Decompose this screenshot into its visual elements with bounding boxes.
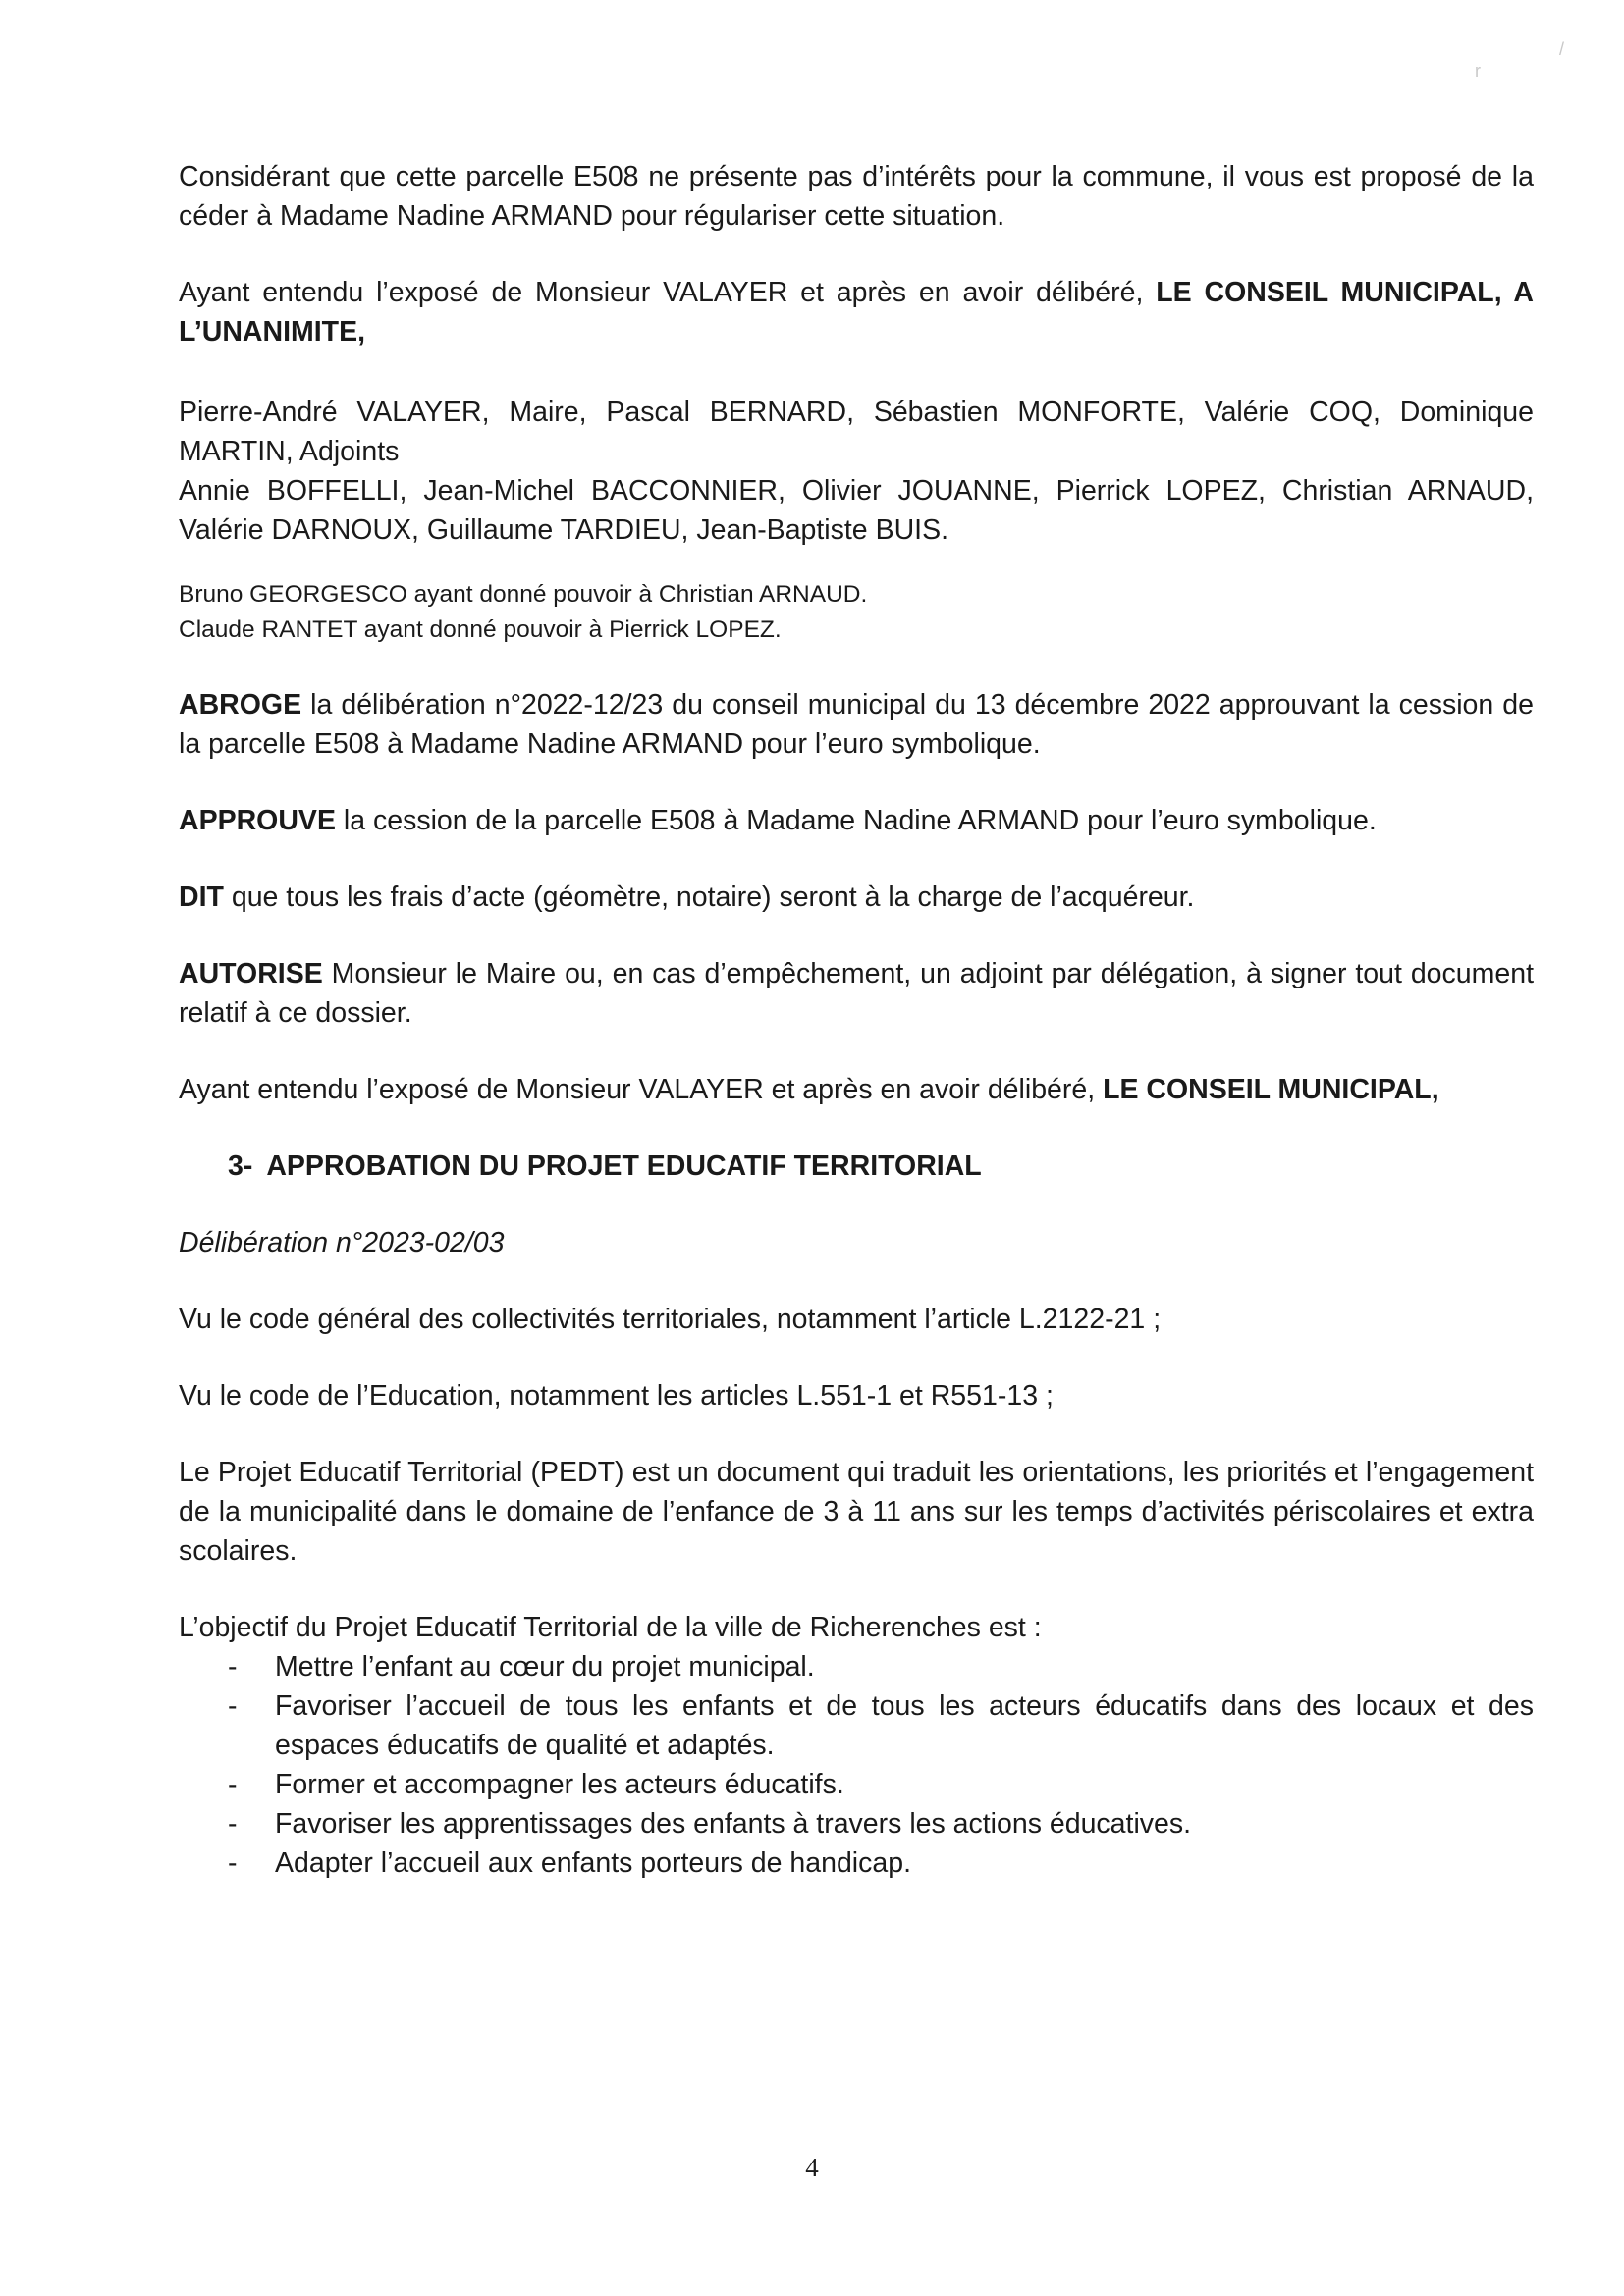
section-heading xyxy=(228,1147,1534,1186)
paragraph-abroge xyxy=(179,685,1534,764)
list-item-text: Former et accompagner les acteurs éducatifs. xyxy=(275,1769,844,1800)
autorise-keyword: AUTORISE xyxy=(179,958,323,989)
scan-artifact: r xyxy=(1475,61,1481,80)
list-item xyxy=(179,1843,1534,1883)
list-dash: - xyxy=(228,1690,238,1722)
vote-intro-text: Ayant entendu l’exposé de Monsieur VALAYER et après en avoir délibéré, xyxy=(179,277,1157,308)
paragraph-vote-final xyxy=(179,1070,1534,1109)
paragraph-dit xyxy=(179,878,1534,917)
section-number: 3- xyxy=(228,1150,253,1182)
document-page xyxy=(179,157,1534,1883)
approuve-keyword: APPROUVE xyxy=(179,805,336,836)
abroge-text: la délibération n°2022-12/23 du conseil municipal du 13 décembre 2022 approuvant la cession de la parcelle E508 à Madame Nadine ARMAND pour l’euro symbolique. xyxy=(179,689,1534,760)
dit-text: que tous les frais d’acte (géomètre, notaire) seront à la charge de l’acquéreur. xyxy=(223,881,1195,913)
list-item xyxy=(179,1647,1534,1686)
page-number: 4 xyxy=(805,2153,819,2182)
section-title: APPROBATION DU PROJET EDUCATIF TERRITORIAL xyxy=(266,1150,982,1182)
abroge-keyword: ABROGE xyxy=(179,689,302,721)
list-item-text: Adapter l’accueil aux enfants porteurs de handicap. xyxy=(275,1847,911,1879)
autorise-text: Monsieur le Maire ou, en cas d’empêchement, un adjoint par délégation, à signer tout document relatif à ce dossier. xyxy=(179,958,1534,1029)
list-item xyxy=(179,1686,1534,1765)
paragraph-conseillers: Annie BOFFELLI, Jean-Michel BACCONNIER, Olivier JOUANNE, Pierrick LOPEZ, Christian ARNAUD, Valérie DARNOUX, Guillaume TARDIEU, Jean-Baptiste BUIS. xyxy=(179,475,1534,546)
list-item-text: Favoriser les apprentissages des enfants à travers les actions éducatives. xyxy=(275,1808,1192,1840)
paragraph-approuve xyxy=(179,801,1534,840)
paragraph-autorise xyxy=(179,954,1534,1033)
proxy-line-2: Claude RANTET ayant donné pouvoir à Pierrick LOPEZ. xyxy=(179,616,782,643)
vote-final-bold: LE CONSEIL MUNICIPAL, xyxy=(1103,1074,1439,1105)
paragraph-vote-intro xyxy=(179,273,1534,351)
list-item-text: Mettre l’enfant au cœur du projet municipal. xyxy=(275,1651,815,1682)
list-dash: - xyxy=(228,1651,238,1682)
list-dash: - xyxy=(228,1808,238,1840)
list-dash: - xyxy=(228,1769,238,1800)
proxy-line-1: Bruno GEORGESCO ayant donné pouvoir à Christian ARNAUD. xyxy=(179,581,868,608)
vote-final-text: Ayant entendu l’exposé de Monsieur VALAYER et après en avoir délibéré, xyxy=(179,1074,1104,1105)
list-item xyxy=(179,1804,1534,1843)
list-item-text: Favoriser l’accueil de tous les enfants et de tous les acteurs éducatifs dans des locaux et des espaces éducatifs de qualité et adaptés. xyxy=(275,1690,1534,1761)
vu-cgct: Vu le code général des collectivités territoriales, notamment l’article L.2122-21 ; xyxy=(179,1304,1162,1335)
list-item xyxy=(179,1765,1534,1804)
vote-intro-bold: LE CONSEIL MUNICIPAL, A L’UNANIMITE, xyxy=(179,277,1534,347)
dit-keyword: DIT xyxy=(179,881,224,913)
objectives-intro: L’objectif du Projet Educatif Territorial de la ville de Richerenches est : xyxy=(179,1612,1042,1643)
approuve-text: la cession de la parcelle E508 à Madame Nadine ARMAND pour l’euro symbolique. xyxy=(335,805,1377,836)
scan-artifact: / xyxy=(1559,39,1565,59)
paragraph-considerant: Considérant que cette parcelle E508 ne présente pas d’intérêts pour la commune, il vous est proposé de la céder à Madame Nadine ARMAND pour régulariser cette situation. xyxy=(179,161,1534,232)
deliberation-reference: Délibération n°2023-02/03 xyxy=(179,1227,505,1258)
vu-code-education: Vu le code de l’Education, notamment les articles L.551-1 et R551-13 ; xyxy=(179,1380,1054,1412)
paragraph-adjoints: Pierre-André VALAYER, Maire, Pascal BERNARD, Sébastien MONFORTE, Valérie COQ, Dominique MARTIN, Adjoints xyxy=(179,397,1534,467)
objectives-list xyxy=(179,1647,1534,1883)
list-dash: - xyxy=(228,1847,238,1879)
paragraph-pedt: Le Projet Educatif Territorial (PEDT) est un document qui traduit les orientations, les priorités et l’engagement de la municipalité dans le domaine de l’enfance de 3 à 11 ans sur les temps d’activités périscolaires et extra scolaires. xyxy=(179,1457,1534,1567)
